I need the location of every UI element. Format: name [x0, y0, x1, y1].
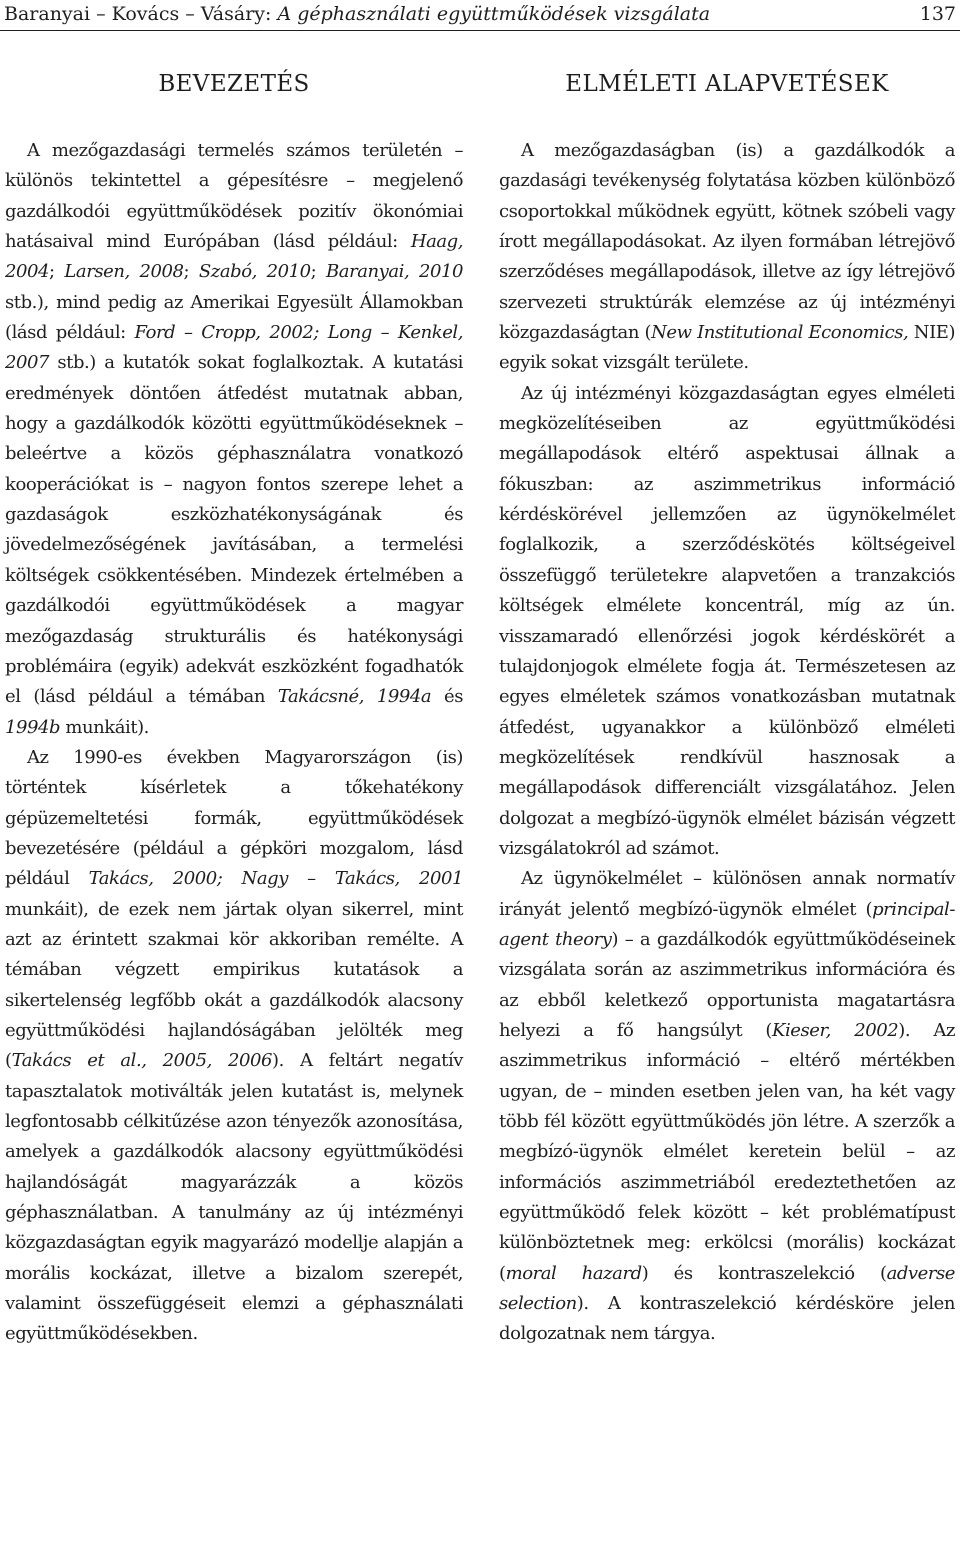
citation: Baranyai, 2010	[326, 261, 464, 283]
citation: Ford – Cropp, 2002; Long – Kenkel, 2007	[5, 322, 463, 374]
citation: Takács et al., 2005, 2006	[11, 1050, 273, 1072]
citation: 1994b	[5, 716, 61, 738]
left-column	[5, 70, 463, 1350]
citation: Takácsné, 1994a	[277, 686, 432, 708]
citation: Takács, 2000; Nagy – Takács, 2001	[88, 868, 463, 890]
citation: Szabó, 2010	[198, 261, 311, 283]
right-paragraph-2: Az új intézményi közgazdaságtan egyes elméleti megközelítéseiben az együttműködési megállapodások eltérő aspektusai állnak a fókuszban: az aszimmetrikus információ kérdéskörével jellemzően az ügynökelmélet foglalkozik, a szerződéskötés költségeivel összefüggő területekre alapvetően a tranzakciós költségek elmélete koncentrál, míg az ún. visszamaradó ellenőrzési jogok kérdéskörét a tulajdonjogok elmélete fogja át. Természetesen az egyes elméletek számos vonatkozásban mutatnak átfedést, ugyanakkor a különböző elméleti megközelítések rendkívül hasznosak a megállapodások differenciált vizsgálatához. Jelen dolgozat a megbízó-ügynök elmélet bázisán végzett vizsgálatokról ad számot.	[499, 382, 955, 859]
page-number: 137	[919, 3, 956, 25]
left-paragraph-2: Az 1990-es években Magyarországon (is) történtek kísérletek a tőkehatékony gépüzemeltetési formák, együttműködések bevezetésére (például a gépköri mozgalom, lásd például Takács, 2000; Nagy – Takács, 2001 munkáit), de ezek nem jártak olyan sikerrel, mint azt az érintett szakmai kör akkoriban remélte. A témában végzett empirikus kutatások a sikertelenség legfőbb okát a gazdálkodók alacsony együttműködési hajlandóságában jelölték meg (Takács et al., 2005, 2006). A feltárt negatív tapasztalatok motiválták jelen kutatást is, melynek legfontosabb célkitűzése azon tényezők azonosítása, amelyek a gazdálkodók alacsony együttműködési hajlandóságát magyarázzák a közös géphasználatban. A tanulmány az új intézményi közgazdaságtan egyik magyarázó modellje alapján a morális kockázat, illetve a bizalom szerepét, valamint összefüggéseit elemzi a géphasználati együttműködésekben.	[5, 746, 463, 1345]
running-title-italic: A géphasználati együttműködések vizsgálata	[277, 3, 711, 25]
right-paragraph-3: Az ügynökelmélet – különösen annak normatív irányát jelentő megbízó-ügynök elmélet (principal-agent theory) – a gazdálkodók együttműködéseinek vizsgálata során az aszimmetrikus információra és az ebből keletkező opportunista magatartásra helyezi a fő hangsúlyt (Kieser, 2002). Az aszimmetrikus információ – eltérő mértékben ugyan, de – minden esetben jelen van, ha két vagy több fél között együttműködés jön létre. A szerzők a megbízó-ügynök elmélet keretein belül – az információs aszimmetriából eredeztethetően az együttműködő felek között – két problématípust különböztetnek meg: erkölcsi (morális) kockázat (moral hazard) és kontraszelekció (adverse selection). A kontraszelekció kérdésköre jelen dolgozatnak nem tárgya.	[499, 868, 955, 1345]
citation: Kieser, 2002	[771, 1019, 899, 1041]
section-heading-bevezetes: BEVEZETÉS	[158, 71, 310, 97]
running-header	[0, 0, 960, 31]
term: principal-agent theory	[499, 898, 955, 950]
term: moral hazard	[505, 1262, 642, 1284]
left-paragraph-1: A mezőgazdasági termelés számos területén – különös tekintettel a gépesítésre – megjelenő gazdálkodói együttműködések pozitív ökonómiai hatásaival mind Európában (lásd például: Haag, 2004; Larsen, 2008; Szabó, 2010; Baranyai, 2010 stb.), mind pedig az Amerikai Egyesült Államokban (lásd például: Ford – Cropp, 2002; Long – Kenkel, 2007 stb.) a kutatók sokat foglalkoztak. A kutatási eredmények döntően átfedést mutatnak abban, hogy a gazdálkodók közötti együttműködéseknek – beleértve a közös géphasználatra vonatkozó kooperációkat is – nagyon fontos szerepe lehet a gazdaságok eszközhatékonyságának és jövedelmezőségének javításában, a termelési költségek csökkentésében. Mindezek értelmében a gazdálkodói együttműködések a magyar mezőgazdaság strukturális és hatékonysági problémáira (egyik) adekvát eszközként fogadhatók el (lásd például a témában Takácsné, 1994a és 1994b munkáit).	[5, 140, 464, 738]
citation: Larsen, 2008	[64, 261, 184, 283]
term: New Institutional Economics,	[651, 322, 909, 344]
right-paragraph-1: A mezőgazdaságban (is) a gazdálkodók a gazdasági tevékenység folytatása közben különböző csoportokkal működnek együtt, kötnek szóbeli vagy írott megállapodásokat. Az ilyen formában létrejövő szerződéses megállapodások, illetve az így létrejövő szervezeti struktúrák elemzése az új intézményi közgazdaságtan (New Institutional Economics, NIE) egyik sokat vizsgált területe.	[499, 140, 956, 374]
right-column	[499, 70, 955, 1350]
section-heading-elmeleti-alapvetesek: ELMÉLETI ALAPVETÉSEK	[565, 71, 889, 97]
citation: Haag, 2004	[5, 231, 463, 283]
running-title: Baranyai – Kovács – Vásáry: A géphasználati együttműködések vizsgálata	[4, 3, 711, 25]
term: adverse selection	[499, 1262, 955, 1315]
